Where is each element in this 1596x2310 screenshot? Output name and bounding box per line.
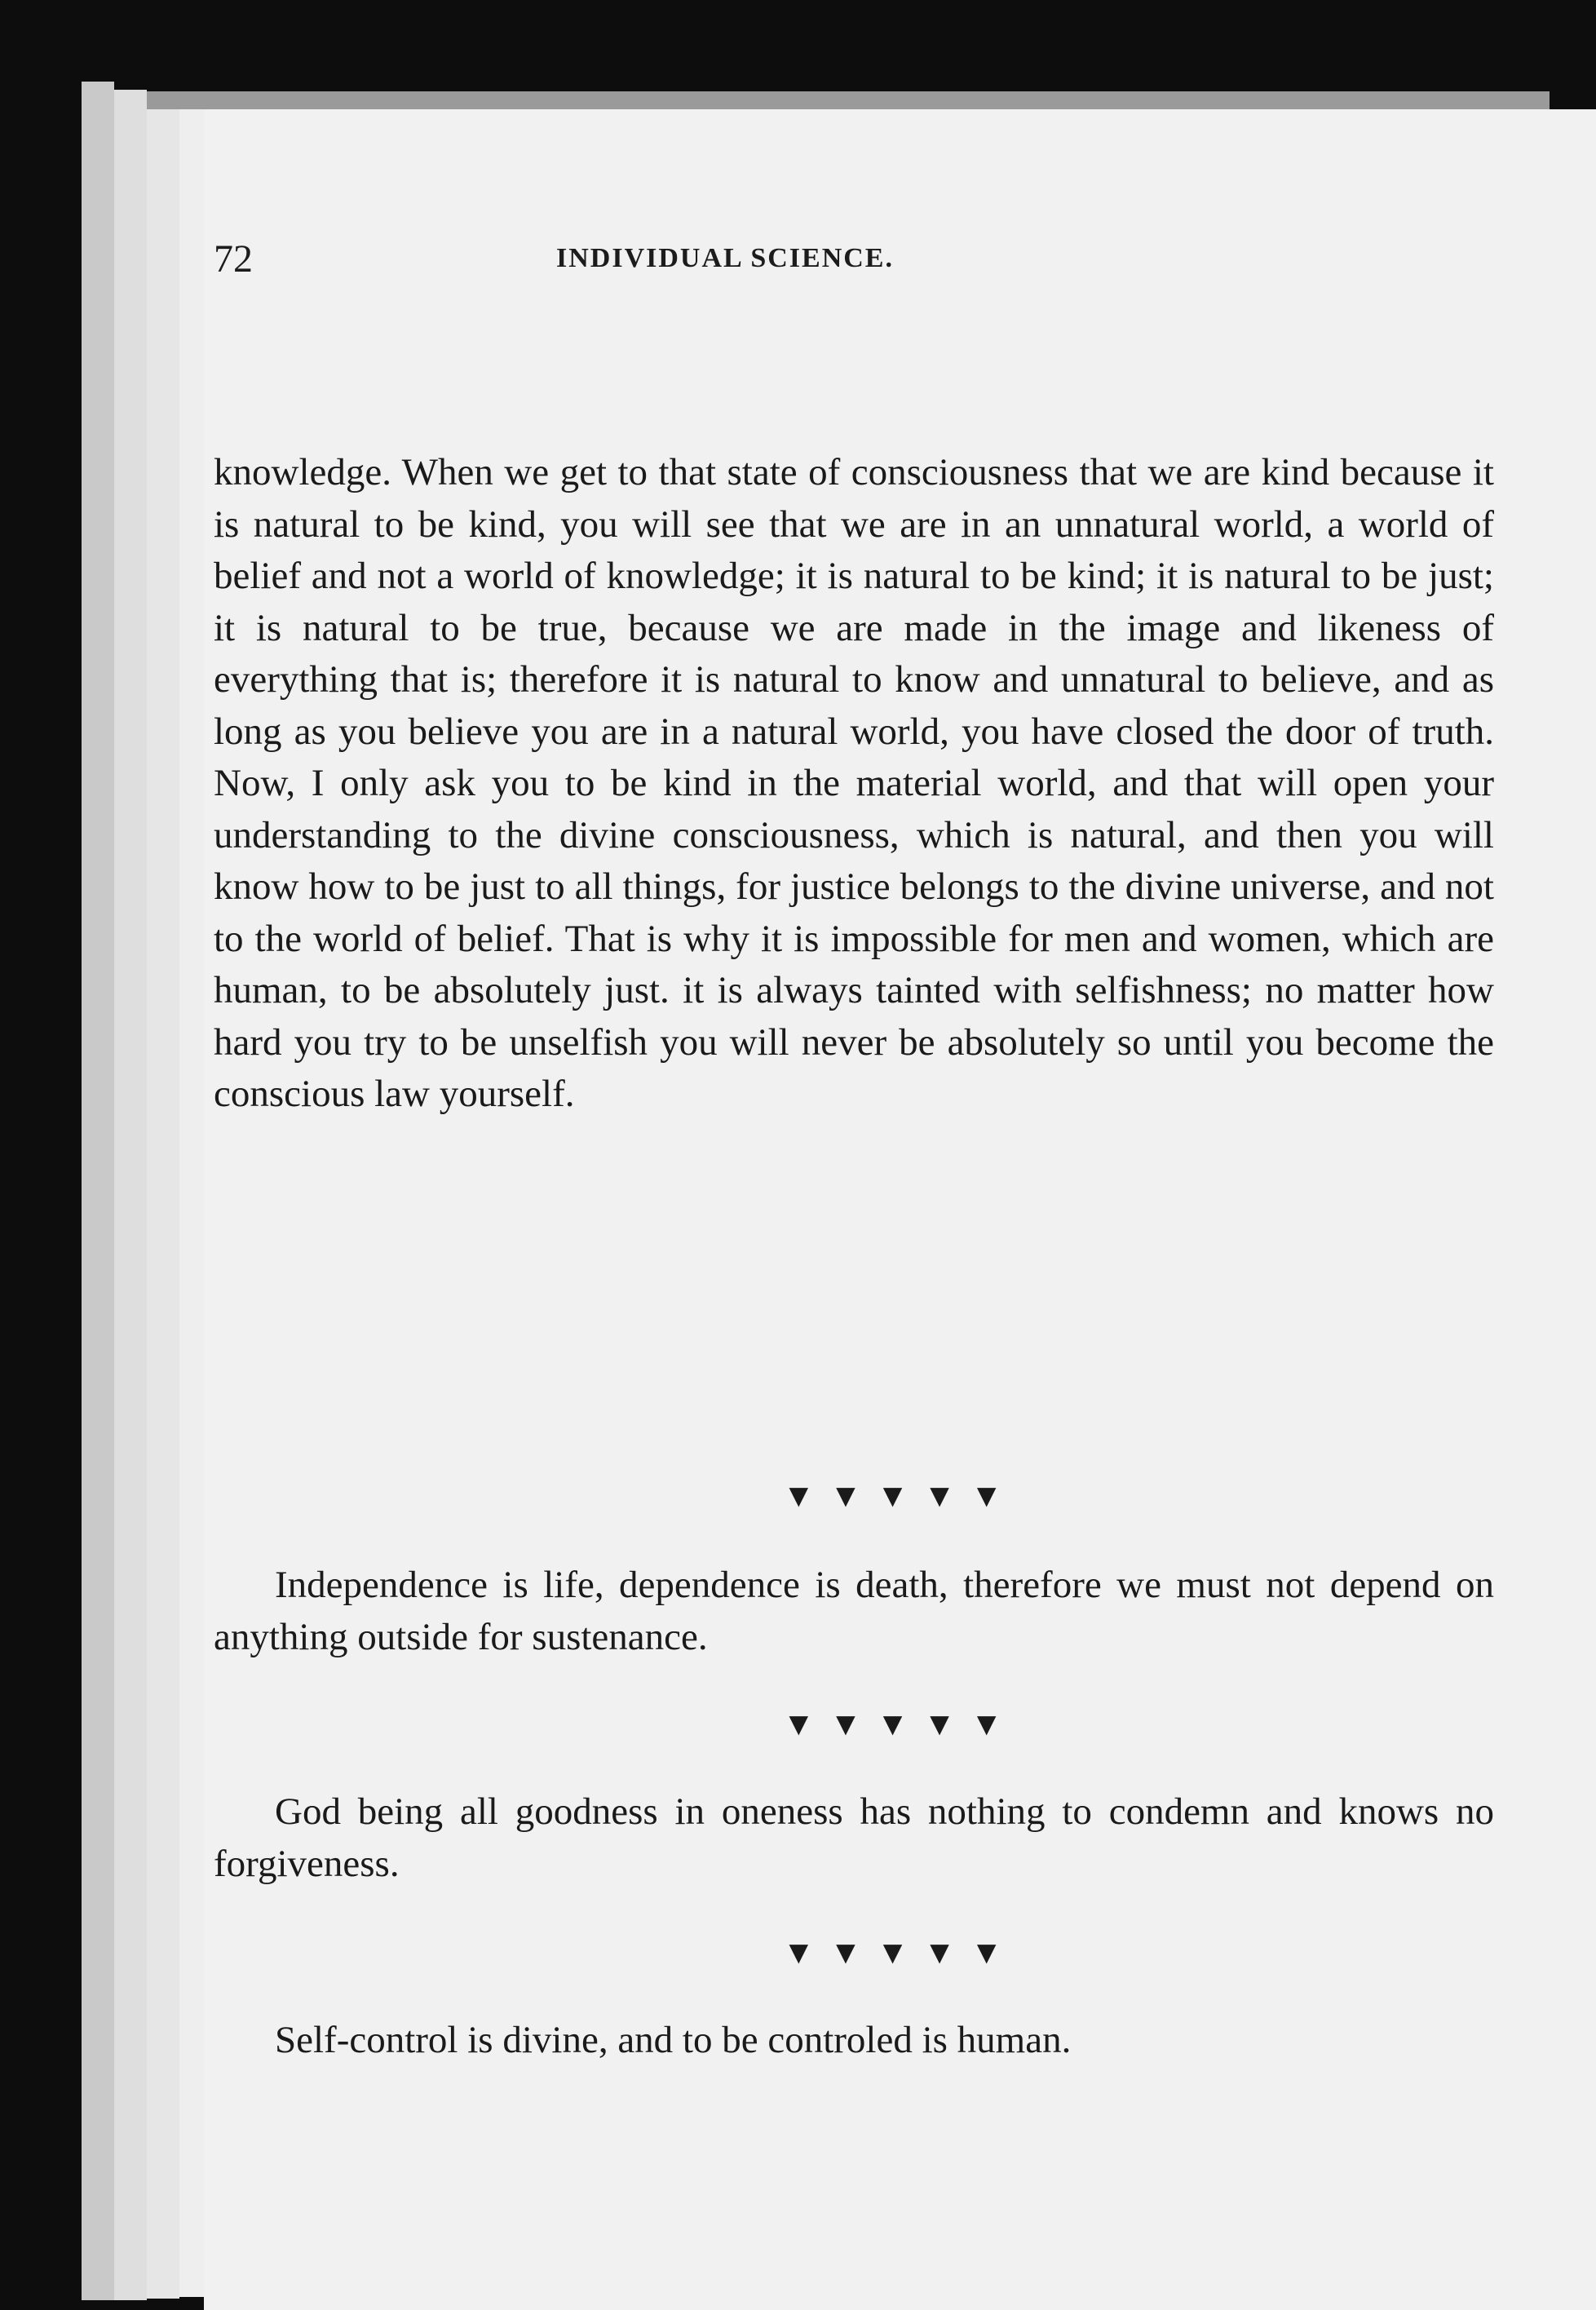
page-number: 72 xyxy=(214,237,253,281)
section-ornament: ▼▼▼▼▼ xyxy=(782,1706,1018,1742)
page-header xyxy=(214,237,1380,302)
page-top-edge xyxy=(147,91,1550,109)
body-paragraph: God being all goodness in oneness has nothing to condemn and knows no forgiveness. xyxy=(214,1790,1494,1885)
body-paragraph: Independence is life, dependence is death, therefore we must not depend on anything outside for sustenance. xyxy=(214,1564,1494,1658)
body-paragraph: knowledge. When we get to that state of consciousness that we are kind because it is natural to be kind, you will see that we are in an unnatural world, a world of belief and not a world of knowledge; it is natural to be kind; it is natural to be just; it is natural to be true, because we are made in the image and likeness of everything that is; therefore it is natural to know and unnatural to believe, and as long as you believe you are in a natural world, you have closed the door of truth. Now, I only ask you to be kind in the material world, and that will open your understanding to the divine consciousness, which is natural, and then you will know how to be just to all things, for justice belongs to the divine universe, and not to the world of belief. That is why it is impossible for men and women, which are human, to be absolutely just. it is always tainted with selfishness; no matter how hard you try to be unselfish you will never be absolutely so until you become the conscious law yourself. xyxy=(214,451,1494,1115)
section-ornament: ▼▼▼▼▼ xyxy=(782,1477,1018,1514)
running-title: INDIVIDUAL SCIENCE. xyxy=(556,243,894,273)
book-page xyxy=(204,109,1596,2310)
body-paragraph: Self-control is divine, and to be controled is human. xyxy=(275,2019,1072,2061)
section-ornament: ▼▼▼▼▼ xyxy=(782,1934,1018,1971)
